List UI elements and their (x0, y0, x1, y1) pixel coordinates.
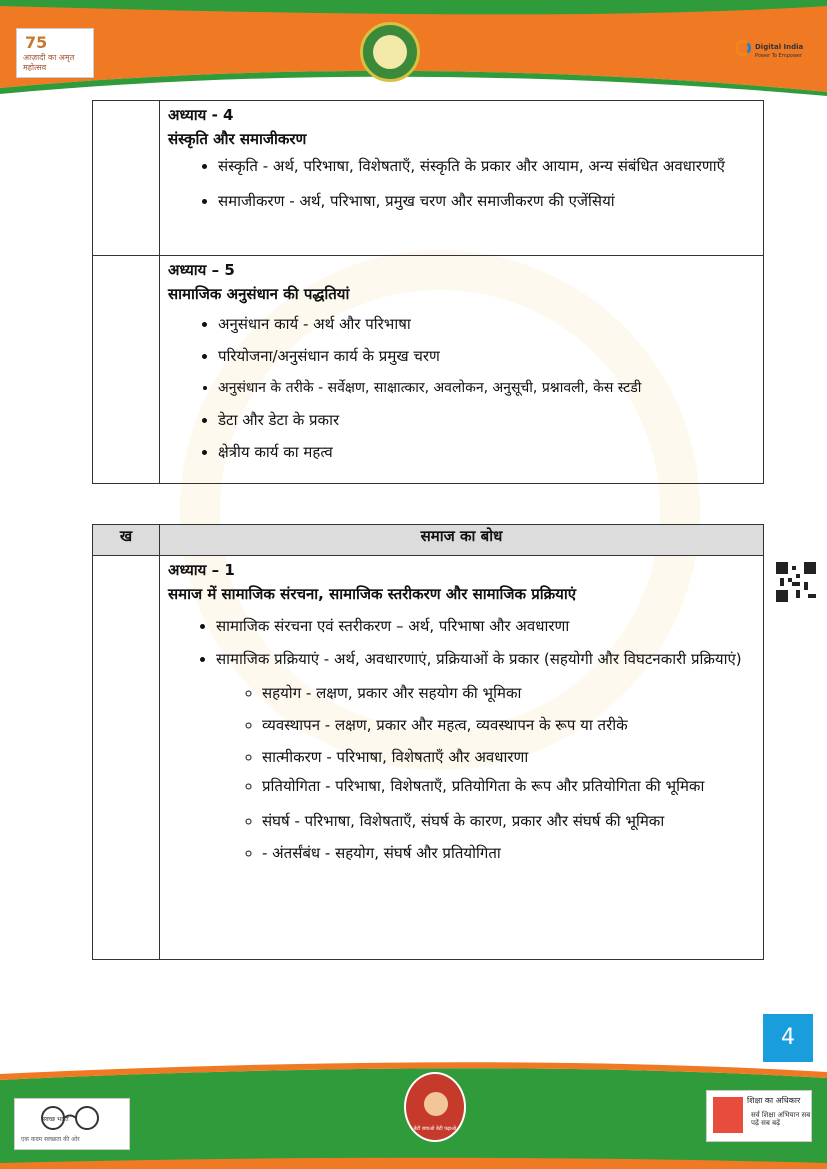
syllabus-table-section-b (92, 524, 764, 960)
chapter-number: अध्याय – 1 (168, 561, 235, 579)
digital-india-logo (735, 38, 805, 68)
rte-subtitle: सर्व शिक्षा अभियान सब पढ़ें सब बढ़ें (751, 1111, 811, 1127)
spectacles-icon (35, 1105, 105, 1131)
board-seal-logo (360, 22, 420, 82)
label-cell (93, 556, 160, 960)
logo-text: आज़ादी का अमृत महोत्सव (23, 53, 75, 72)
list-item: ◦ प्रतियोगिता - परिभाषा, विशेषताएँ, प्रतियोगिता के रूप और प्रतियोगिता की भूमिका (262, 773, 757, 800)
table-row (93, 101, 764, 256)
chapter-number: अध्याय - 4 (168, 106, 234, 124)
digital-india-subtext: Power To Empower (755, 53, 803, 59)
list-item: • डेटा और डेटा के प्रकार (218, 404, 757, 436)
topic-list (168, 308, 757, 468)
right-to-education-logo (706, 1090, 812, 1142)
table-header-row (93, 525, 764, 556)
list-item: • संस्कृति - अर्थ, परिभाषा, विशेषताएँ, संस्कृति के प्रकार और आयाम, अन्य संबंधित अवधारणाएँ (218, 153, 757, 179)
list-item: ◦ सहयोग - लक्षण, प्रकार और सहयोग की भूमिका (262, 677, 757, 709)
content-cell (160, 556, 764, 960)
page-number: 4 (763, 1014, 813, 1062)
logo-number: 75 (25, 33, 48, 52)
list-item: • समाजीकरण - अर्थ, परिभाषा, प्रमुख चरण और समाजीकरण की एजेंसियां (218, 185, 757, 217)
chapter-title: सामाजिक अनुसंधान की पद्धतियां (168, 285, 350, 303)
qr-code-icon[interactable] (776, 562, 816, 602)
chapter-number: अध्याय – 5 (168, 261, 235, 279)
list-item: ◦ सात्मीकरण - परिभाषा, विशेषताएँ और अवधारणा (262, 741, 757, 773)
swachh-bharat-logo (14, 1098, 130, 1150)
azadi-ka-amrit-mahotsav-logo (16, 28, 94, 78)
rte-title: शिक्षा का अधिकार (747, 1096, 801, 1105)
digital-india-text: Digital India (755, 43, 804, 51)
list-item: • सामाजिक संरचना एवं स्तरीकरण – अर्थ, परिभाषा और अवधारणा (216, 610, 757, 642)
content-cell (160, 101, 764, 256)
beti-bachao-logo (404, 1072, 466, 1142)
table-row (93, 556, 764, 960)
chapter-title: समाज में सामाजिक संरचना, सामाजिक स्तरीकरण और सामाजिक प्रक्रियाएं (168, 585, 577, 603)
swachh-bharat-text: स्वच्छ भारत (43, 1116, 69, 1123)
list-item: • सामाजिक प्रक्रियाएं - अर्थ, अवधारणाएं, प्रक्रियाओं के प्रकार (सहयोगी और विघटनकारी प्रक्रियाएं) (216, 646, 757, 673)
list-item: • क्षेत्रीय कार्य का महत्व (218, 436, 757, 468)
label-cell (93, 101, 160, 256)
list-item: ◦ - अंतर्संबंध - सहयोग, संघर्ष और प्रतियोगिता (262, 837, 757, 869)
chapter-title: संस्कृति और समाजीकरण (168, 130, 307, 148)
beti-bachao-text: बेटी बचाओ बेटी पढ़ाओ (413, 1126, 457, 1132)
label-cell (93, 256, 160, 484)
subtopic-list (168, 677, 757, 869)
list-item: ◦ व्यवस्थापन - लक्षण, प्रकार और महत्व, व्यवस्थापन के रूप या तरीके (262, 709, 757, 741)
content-cell (160, 256, 764, 484)
table-row (93, 256, 764, 484)
list-item: • अनुसंधान कार्य - अर्थ और परिभाषा (218, 308, 757, 340)
swachh-caption: एक कदम स्वच्छता की ओर (21, 1136, 80, 1143)
topic-list (168, 153, 757, 217)
list-item: ◦ संघर्ष - परिभाषा, विशेषताएँ, संघर्ष के कारण, प्रकार और संघर्ष की भूमिका (262, 805, 757, 837)
section-heading: समाज का बोध (160, 525, 764, 556)
syllabus-table-section-a (92, 100, 764, 484)
list-item: • परियोजना/अनुसंधान कार्य के प्रमुख चरण (218, 340, 757, 372)
list-item: • अनुसंधान के तरीके - सर्वेक्षण, साक्षात्कार, अवलोकन, अनुसूची, प्रश्नावली, केस स्टडी (218, 372, 757, 404)
topic-list (168, 610, 757, 673)
section-label: ख (93, 525, 160, 556)
